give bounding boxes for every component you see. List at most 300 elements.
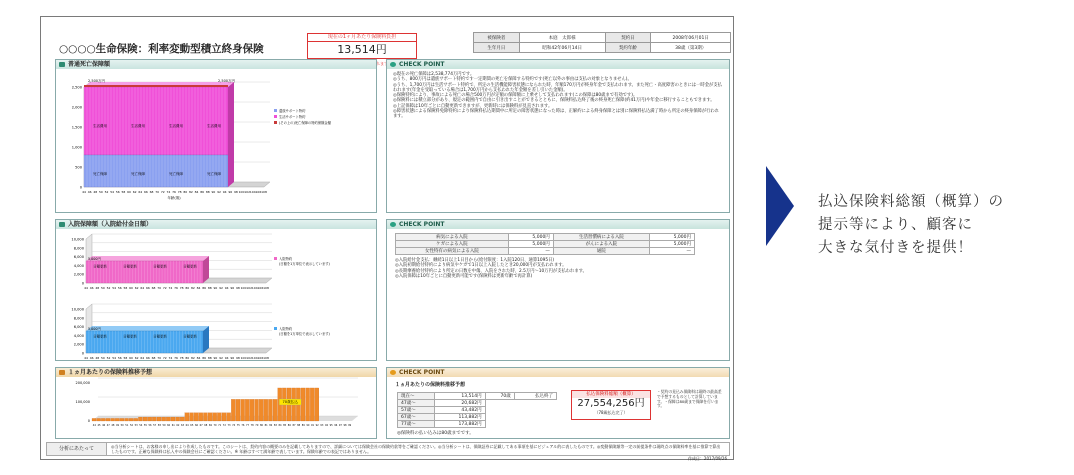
- x-tick-label: 104: [251, 286, 258, 290]
- x-tick-label: 92: [217, 190, 221, 194]
- table-cell: 払込終了: [514, 393, 556, 400]
- x-tick-label: 94: [222, 190, 227, 194]
- premium-bar: [157, 417, 161, 421]
- analysis-sheet: [40, 16, 734, 460]
- premium-forecast-table: [397, 392, 557, 428]
- x-tick-label: 94: [324, 424, 328, 427]
- checkpoint-hospital-notes: [387, 255, 729, 282]
- value-label: 2,500万円: [88, 79, 106, 83]
- footer-disclaimer: [46, 442, 730, 456]
- payment-end-label: 70歳払込: [282, 400, 298, 405]
- x-tick-label: 51: [125, 424, 129, 427]
- x-tick-label: 72: [162, 286, 167, 290]
- x-tick-label: 76: [241, 424, 245, 427]
- x-tick-label: 68: [204, 424, 208, 427]
- arrow-right-icon: [766, 166, 794, 246]
- y-tick-label: 6,000: [73, 255, 84, 260]
- x-tick-label: 65: [190, 424, 194, 427]
- table-cell: 5,000円: [508, 234, 553, 241]
- x-tick-label: 70: [155, 190, 160, 194]
- hospital-chart-pink: [56, 229, 376, 295]
- total-premium-value: 27,554,256円: [577, 398, 645, 409]
- x-tick-label: 98: [343, 424, 347, 427]
- x-tick-label: 98: [235, 286, 240, 290]
- premium-bar: [199, 413, 203, 421]
- y-tick-label: 2,000: [73, 342, 84, 347]
- legend-label: 生活サポート特約: [279, 114, 306, 119]
- premium-side-notes: ・契約の見込み保険料は現時の最高差で予想するものとして計算しています。・保障は80歳まで保障を行います。: [657, 389, 722, 409]
- band-label: 死亡保障: [169, 172, 183, 176]
- y-tick-label: 1,500: [71, 125, 82, 130]
- total-premium-box: [571, 390, 651, 420]
- x-tick-label: 96: [334, 424, 338, 427]
- legend-swatch: [274, 327, 277, 330]
- table-cell: 113,882円: [434, 414, 485, 421]
- x-tick-label: 95: [329, 424, 333, 427]
- y-tick-label: 0: [87, 419, 90, 423]
- premium-bar: [134, 418, 138, 421]
- x-tick-label: 78: [177, 190, 182, 194]
- x-tick-label: 76: [174, 286, 178, 290]
- premium-bar: [185, 413, 189, 421]
- premium-bar: [315, 388, 319, 421]
- table-cell: 5,000円: [649, 234, 694, 241]
- x-tick-label: 56: [117, 286, 122, 290]
- band-label: 死亡保障: [93, 172, 107, 176]
- x-tick-label: 44: [92, 424, 96, 427]
- checkpoint-line: ◎うち、800万円は遺族サポート特約です一定期間の死亡を保障する特約です(死亡以外の事由は支払の対象となりません)。: [393, 77, 632, 83]
- x-tick-label: 68: [151, 286, 156, 290]
- band-label: 日額更新: [153, 334, 167, 339]
- premium-bar: [120, 418, 124, 421]
- x-tick-label: 56: [148, 424, 152, 427]
- x-tick-label: 77: [246, 424, 250, 427]
- legend-swatch: [274, 109, 277, 112]
- page-title: ○○○○生命保険：利率変動型積立終身保険: [59, 43, 264, 55]
- x-tick-label: 46: [102, 424, 106, 427]
- x-tick-label: 88: [207, 286, 212, 290]
- x-tick-label: 90: [213, 356, 218, 360]
- x-tick-label: 66: [194, 424, 198, 427]
- x-tick-label: 74: [232, 424, 236, 427]
- table-cell: 生活習慣病による入院: [553, 234, 649, 241]
- x-tick-label: 52: [106, 356, 111, 360]
- table-cell: 43,482円: [434, 407, 485, 414]
- x-tick-label: 70: [157, 356, 162, 360]
- premium-forecast-header: １ヵ月あたりの保険料推移予想: [56, 368, 376, 377]
- x-tick-label: 88: [207, 356, 212, 360]
- x-tick-label: 94: [224, 286, 229, 290]
- message-line-1: 払込保険料総額（概算）の: [818, 194, 1004, 210]
- contract-date: 2008年06月01日: [651, 33, 731, 43]
- x-tick-label: 80: [185, 286, 190, 290]
- premium-bar: [162, 417, 166, 421]
- x-tick-label: 81: [264, 424, 268, 427]
- legend-label: 遺族サポート特約: [279, 108, 306, 113]
- x-tick-label: 64: [140, 356, 145, 360]
- x-tick-label: 60: [127, 190, 131, 194]
- band-label: 生活費用: [207, 124, 221, 128]
- x-tick-label: 86: [202, 356, 207, 360]
- insured-label: 被保険者: [474, 33, 520, 43]
- x-tick-label: 68: [149, 190, 154, 194]
- premium-bar: [227, 413, 231, 421]
- premium-bar: [217, 413, 221, 421]
- message-line-2: 提示等により、顧客に: [818, 217, 973, 233]
- x-tick-label: 74: [168, 286, 173, 290]
- x-tick-label: 98: [235, 356, 240, 360]
- contract-date-label: 契約日: [605, 33, 651, 43]
- band-label: 生活費用: [131, 124, 145, 128]
- x-tick-label: 104: [251, 356, 258, 360]
- table-cell: がんによる入院: [553, 241, 649, 248]
- x-tick-label: 91: [311, 424, 315, 427]
- y-tick-label: 4,000: [73, 333, 84, 338]
- premium-bar: [306, 388, 310, 421]
- x-tick-label: 88: [205, 190, 210, 194]
- checkpoint-line: ◎うち、1,700万円は生活サポート特約で、所定の生活機能障害状態になられた時、年額170万円が終身年金で支払われます。また死亡・高度障害のときには一時金が支払われます(年金を受取っている場合は1,700万円から支払われた年金額を差し引いた金額)。: [393, 82, 722, 93]
- bar-top-face: [86, 326, 209, 331]
- x-tick-label: 93: [320, 424, 324, 427]
- premium-bar: [245, 399, 249, 421]
- contract-age: 38歳（第3期）: [651, 43, 731, 53]
- death-benefit-panel: [55, 59, 377, 213]
- x-tick-label: 76: [174, 356, 178, 360]
- x-tick-label: 102: [246, 286, 252, 290]
- x-tick-label: 50: [98, 190, 103, 194]
- x-tick-label: 89: [301, 424, 305, 427]
- premium-bar: [92, 418, 96, 421]
- premium-bar: [310, 388, 314, 421]
- band-label: 日額更新: [183, 264, 197, 269]
- x-tick-label: 70: [157, 286, 162, 290]
- x-tick-label: 108: [263, 286, 269, 290]
- x-tick-label: 56: [117, 356, 122, 360]
- x-tick-label: 92: [219, 356, 223, 360]
- x-tick-label: 72: [160, 190, 165, 194]
- legend-swatch: [274, 257, 277, 260]
- x-tick-label: 85: [283, 424, 287, 427]
- x-tick-label: 84: [194, 190, 199, 194]
- premium-bar: [222, 413, 226, 421]
- x-tick-label: 100: [240, 356, 247, 360]
- x-tick-label: 58: [123, 286, 128, 290]
- x-tick-label: 50: [100, 286, 105, 290]
- x-tick-label: 64: [185, 424, 189, 427]
- legend-label: (日額を1万単位で表示しています): [279, 331, 330, 336]
- y-tick-label: 8,000: [73, 316, 84, 321]
- premium-bar: [268, 399, 272, 421]
- total-premium-sub: （78歳払込完了）: [594, 410, 628, 415]
- checkpoint-hospital-header: CHECK POINT: [387, 220, 729, 229]
- insured-info-table: [473, 32, 731, 53]
- checkpoint-line: ◎保険料には積立部分があり、規定の範囲内で自由に引き出すことができるとともに、保険料払込終了後の終身死亡保障(約41万円)や年金に移行することもできます。: [393, 98, 715, 104]
- x-tick-label: 68: [151, 356, 156, 360]
- x-tick-label: 75: [236, 424, 240, 427]
- message-line-3: 大きな気付きを提供！: [818, 240, 973, 256]
- y-tick-label: 0: [79, 185, 82, 190]
- band-label: 日額更新: [183, 334, 197, 339]
- total-premium-caption: 払込保険料総額（概算）: [572, 391, 650, 398]
- table-cell: 67歳〜: [398, 414, 435, 421]
- y-tick-label: 4,000: [73, 263, 84, 268]
- band-label: 日額更新: [153, 264, 167, 269]
- premium-forecast-panel: [55, 367, 377, 439]
- premium-bar: [111, 418, 115, 421]
- x-tick-label: 66: [143, 190, 148, 194]
- hospital-benefit-header: 入院保障額（入院給付金日額）: [56, 220, 376, 229]
- x-tick-label: 54: [112, 356, 117, 360]
- y-tick-label: 10,000: [71, 307, 84, 312]
- checkpoint-hospital-panel: [386, 219, 730, 361]
- x-tick-label: 69: [208, 424, 212, 427]
- y-tick-label: 6,000: [73, 325, 84, 330]
- x-tick-label: 64: [140, 286, 145, 290]
- legend-label: (日額を1万単位で表示しています): [279, 261, 330, 266]
- checkpoint-line: ◎現在の死亡保障は2,538,774万円です。: [393, 72, 475, 77]
- table-row: [398, 421, 557, 428]
- x-tick-label: 86: [202, 286, 207, 290]
- premium-bar: [264, 399, 268, 421]
- table-row: [396, 248, 695, 255]
- band-label: 日額更新: [93, 334, 107, 339]
- legend-swatch: [274, 127, 277, 130]
- premium-bar: [194, 413, 198, 421]
- table-cell: 20,682円: [434, 400, 485, 407]
- x-tick-label: 62: [134, 286, 139, 290]
- x-tick-label: 66: [145, 356, 150, 360]
- x-tick-label: 78: [179, 286, 184, 290]
- x-tick-label: 46: [89, 286, 94, 290]
- band-label: 死亡保障: [131, 172, 145, 176]
- table-cell: ケガによる入院: [396, 241, 509, 248]
- table-cell: 70歳: [485, 393, 514, 400]
- note-line: ◎長期療養給付特約により所定の日数を中傷、入院をされた時、2.5万円〜10万円が支払われます。: [395, 268, 587, 274]
- table-row: [398, 414, 557, 421]
- x-tick-label: 106: [255, 190, 262, 194]
- creation-date: 作成日：2017/09/26: [687, 456, 727, 461]
- x-tick-label: 82: [190, 286, 195, 290]
- x-tick-label: 52: [129, 424, 133, 427]
- x-tick-label: 59: [162, 424, 166, 427]
- x-tick-label: 67: [199, 424, 203, 427]
- x-tick-label: 84: [278, 424, 282, 427]
- table-cell: 77歳〜: [398, 421, 435, 428]
- table-cell: —: [508, 248, 553, 255]
- note-line: ◎入院保障は10年ごとに自動更新可能です(保険料は更新年齢で再計算): [395, 273, 533, 279]
- premium-bar: [231, 399, 235, 421]
- table-cell: —: [649, 248, 694, 255]
- premium-bar: [301, 388, 305, 421]
- checkpoint-line: ◎障害状態による保険料免除特約により保険料払込期間中に所定の障害状態になった時は、正解約による終身保障とは別に保険料払込満了時から所定の終身保障が行われます。: [393, 109, 720, 120]
- x-tick-label: 52: [106, 286, 111, 290]
- x-tick-label: 58: [121, 190, 126, 194]
- premium-bar: [143, 417, 147, 421]
- x-tick-label: 61: [171, 424, 175, 427]
- x-tick-label: 80: [183, 190, 188, 194]
- x-tick-label: 88: [297, 424, 301, 427]
- hospital-chart-blue: [56, 299, 376, 365]
- table-cell: 通院: [553, 248, 649, 255]
- x-tick-label: 100: [240, 286, 247, 290]
- x-tick-label: 96: [230, 356, 235, 360]
- footer-text: ◎当分析シートは、お客様の申し出により作成したものです。このシートは、契約内容の概要のみを記載してありますので、詳細については保険会社の保険約款等をご確認ください。◎当分析シートは、保険証券に記載してある事項を基にビジュアル的に表したものです。◎変動保険額等一定の前提条件は現時点の保険料率を基に推算で算出したものです。正確な保険料は払入中の保険会社にご確認ください。※ 年齢はすべて満年齢で表しています。保険年齢での表記ではありません。: [111, 444, 721, 454]
- x-tick-label: 96: [228, 190, 233, 194]
- band-label: 日額更新: [123, 264, 137, 269]
- x-tick-label: 72: [222, 424, 226, 427]
- table-cell: 女性特有の病気による入院: [396, 248, 509, 255]
- x-tick-label: 60: [129, 286, 133, 290]
- table-cell: 現在〜: [398, 393, 435, 400]
- insured-name: 本庭 太郎様: [519, 33, 605, 43]
- premium-bar: [138, 417, 142, 421]
- legend-swatch: [274, 121, 277, 124]
- table-row: [398, 393, 557, 400]
- x-tick-label: 90: [211, 190, 216, 194]
- x-tick-label: 57: [153, 424, 157, 427]
- x-tick-label: 44: [84, 356, 88, 360]
- x-tick-label: 102: [246, 356, 252, 360]
- x-tick-label: 55: [143, 424, 147, 427]
- x-tick-label: 49: [116, 424, 120, 427]
- y-tick-label: 8,000: [73, 246, 84, 251]
- checkpoint-premium-panel: [386, 367, 730, 439]
- note-line: ◎入院給付金支払：継続1日以上1日目から(給付限度：1入院120日、通算1095日): [395, 258, 555, 263]
- death-benefit-header: 普通死亡保障額: [56, 60, 376, 69]
- x-tick-label: 47: [106, 424, 110, 427]
- y-tick-label: 1,000: [71, 145, 82, 150]
- x-tick-label: 62: [132, 190, 137, 194]
- premium-forecast-chart: [56, 377, 376, 438]
- x-tick-label: 102: [244, 190, 250, 194]
- x-tick-label: 71: [218, 424, 222, 427]
- premium-bar: [236, 399, 240, 421]
- y-tick-label: 2,000: [71, 105, 82, 110]
- x-tick-label: 70: [213, 424, 217, 427]
- x-tick-label: 48: [111, 424, 115, 427]
- x-tick-label: 98: [233, 190, 238, 194]
- x-tick-label: 106: [257, 286, 264, 290]
- x-tick-label: 45: [97, 424, 101, 427]
- checkpoint-line: ◎保険特約により、事故による死亡の場合500万円が定額の保障額に上乗せして支払われます(この保障は80歳まで有効です)。: [393, 93, 638, 99]
- premium-bar: [273, 399, 277, 421]
- premium-value: 13,514円: [337, 43, 387, 56]
- note-line: ◎入院初期給付特約により病気やケガで1日以上入院したとき20,000円が支払われます。: [395, 263, 567, 269]
- y-tick-label: 2,000: [73, 272, 84, 277]
- x-tick-label: 58: [157, 424, 161, 427]
- death-benefit-chart: [56, 69, 376, 212]
- table-cell: 173,882円: [434, 421, 485, 428]
- band-label: 日額更新: [93, 264, 107, 269]
- bar-side-face: [228, 82, 234, 187]
- x-tick-label: 60: [129, 356, 133, 360]
- x-tick-label: 76: [172, 190, 176, 194]
- premium-bar: [115, 418, 119, 421]
- premium-bar: [250, 399, 254, 421]
- y-tick-label: 100,000: [75, 400, 90, 404]
- x-tick-label: 62: [176, 424, 180, 427]
- checkpoint-line: ◎上記保障は10年ごとに自動更新できますが、更新時には保険料が見直されます。: [393, 103, 553, 109]
- current-premium-box: [307, 33, 417, 59]
- x-tick-label: 52: [104, 190, 109, 194]
- x-tick-label: 90: [213, 286, 218, 290]
- checkpoint-death-panel: [386, 59, 730, 213]
- x-tick-label: 100: [238, 190, 245, 194]
- premium-bar: [180, 417, 184, 421]
- hospital-benefit-table: [395, 233, 695, 255]
- x-tick-label: 78: [179, 356, 184, 360]
- x-tick-label: 106: [257, 356, 264, 360]
- x-tick-label: 84: [196, 356, 201, 360]
- premium-bar: [129, 418, 133, 421]
- x-tick-label: 46: [87, 190, 92, 194]
- x-tick-label: 87: [292, 424, 296, 427]
- x-tick-label: 74: [168, 356, 173, 360]
- premium-bar: [125, 418, 129, 421]
- x-tick-label: 108: [263, 356, 269, 360]
- bar-top-band: [84, 85, 228, 87]
- value-label: 5,000円: [88, 327, 101, 331]
- birth-date: 昭和42年06月14日: [519, 43, 605, 53]
- age-label: 契約年齢: [605, 43, 651, 53]
- legend-label: 入院特約: [279, 256, 293, 261]
- x-tick-label: 99: [348, 424, 352, 427]
- x-tick-label: 83: [273, 424, 277, 427]
- premium-bar: [106, 418, 110, 421]
- x-tick-label: 92: [315, 424, 319, 427]
- x-tick-label: 94: [224, 356, 229, 360]
- premium-table-title: １ヵ月あたりの保険料推移予想: [395, 382, 466, 388]
- x-tick-label: 63: [181, 424, 185, 427]
- band-label: 死亡保障: [207, 172, 221, 176]
- x-tick-label: 54: [139, 424, 143, 427]
- table-cell: 5,000円: [508, 241, 553, 248]
- premium-bar: [152, 417, 156, 421]
- premium-bar: [171, 417, 175, 421]
- checkpoint-premium-header: CHECK POINT: [387, 368, 729, 377]
- x-tick-label: 90: [306, 424, 310, 427]
- x-tick-label: 82: [190, 356, 195, 360]
- table-cell: 病気による入院: [396, 234, 509, 241]
- premium-bar: [148, 417, 152, 421]
- table-row: [398, 400, 557, 407]
- x-tick-label: 60: [167, 424, 171, 427]
- table-cell: 57歳〜: [398, 407, 435, 414]
- x-tick-label: 108: [261, 190, 267, 194]
- x-tick-label: 86: [287, 424, 291, 427]
- x-tick-label: 66: [145, 286, 150, 290]
- premium-bar: [213, 413, 217, 421]
- x-tick-label: 58: [123, 356, 128, 360]
- y-tick-label: 0: [81, 351, 84, 356]
- x-tick-label: 46: [89, 356, 94, 360]
- legend-label: 入院特約: [279, 326, 293, 331]
- x-tick-label: 62: [134, 356, 139, 360]
- y-tick-label: 200,000: [75, 381, 90, 385]
- footer-label: 分析にあたって: [47, 443, 107, 455]
- x-tick-label: 56: [115, 190, 120, 194]
- premium-bar: [166, 417, 170, 421]
- legend-swatch: [274, 115, 277, 118]
- x-tick-label: 82: [188, 190, 193, 194]
- x-tick-label: 54: [112, 286, 117, 290]
- premium-caption: 現在の1ヶ月あたり保険料負担: [308, 34, 416, 42]
- y-tick-label: 2,500: [71, 85, 82, 90]
- x-tick-label: 44: [84, 286, 88, 290]
- table-cell: 5,000円: [649, 241, 694, 248]
- x-tick-label: 72: [162, 356, 167, 360]
- x-tick-label: 84: [196, 286, 201, 290]
